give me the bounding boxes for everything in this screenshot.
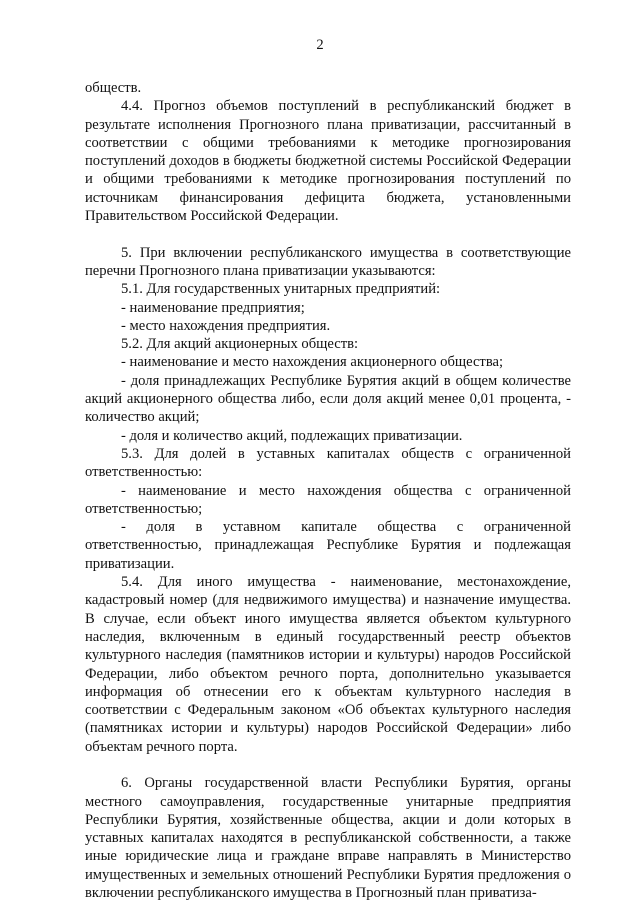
- paragraph: - доля принадлежащих Республике Бурятия акций в общем количестве акций акционерного общества либо, если доля акций менее 0,01 процента, - количество акций;: [85, 372, 571, 426]
- paragraph-gap: [85, 756, 571, 774]
- paragraph: 5.2. Для акций акционерных обществ:: [121, 336, 359, 353]
- paragraph: 6. Органы государственной власти Республики Бурятия, органы местного самоуправления, государственные унитарные предприятия Республики Бурятия, хозяйственные общества, акции и доли которых в уставных капиталах находятся в республиканской собственности, а также иные юридические лица и граждане вправе направлять в Министерство имущественных и земельных отношений Республики Бурятия предложения о включении республиканского имущества в Прогнозный план приватиза-: [85, 775, 571, 902]
- page-number: 2: [316, 37, 324, 53]
- document-body: [85, 79, 571, 902]
- paragraph: 5. При включении республиканского имущества в соответствующие перечни Прогнозного плана приватизации указываются:: [85, 244, 571, 279]
- paragraph: 4.4. Прогноз объемов поступлений в республиканский бюджет в результате исполнения Прогнозного плана приватизации, рассчитанный в соответствии с общими требованиями к методике прогнозирования поступлений доходов в бюджеты бюджетной системы Российской Федерации и общими требованиями к методике прогнозирования поступлений по источникам финансирования дефицита бюджета, установленными Правительством Российской Федерации.: [85, 98, 571, 225]
- paragraph: 5.1. Для государственных унитарных предприятий:: [121, 281, 441, 298]
- paragraph: - место нахождения предприятия.: [121, 317, 331, 334]
- paragraph: - наименование предприятия;: [121, 299, 305, 316]
- paragraph: - доля и количество акций, подлежащих приватизации.: [121, 427, 463, 444]
- paragraph: 5.4. Для иного имущества - наименование, местонахождение, кадастровый номер (для недвижимого имущества) и назначение имущества. В случае, если объект иного имущества является объектом культурного наследия, включенным в единый государственный реестр объектов культурного наследия (памятников истории и культуры) народов Российской Федерации, либо объектом речного порта, дополнительно указывается информация об отнесении его к объектам культурного наследия в соответствии с Федеральным законом «Об объектах культурного наследия (памятниках истории и культуры) народов Российской Федерации» либо объектам речного порта.: [85, 574, 571, 755]
- paragraph: - наименование и место нахождения общества с ограниченной ответственностью;: [85, 482, 571, 517]
- paragraph-gap: [85, 225, 571, 243]
- paragraph: - доля в уставном капитале общества с ограниченной ответственностью, принадлежащая Республике Бурятия и подлежащая приватизации.: [85, 519, 571, 572]
- paragraph: 5.3. Для долей в уставных капиталах обществ с ограниченной ответственностью:: [85, 445, 571, 481]
- paragraph: обществ.: [85, 80, 142, 96]
- paragraph: - наименование и место нахождения акционерного общества;: [121, 354, 504, 371]
